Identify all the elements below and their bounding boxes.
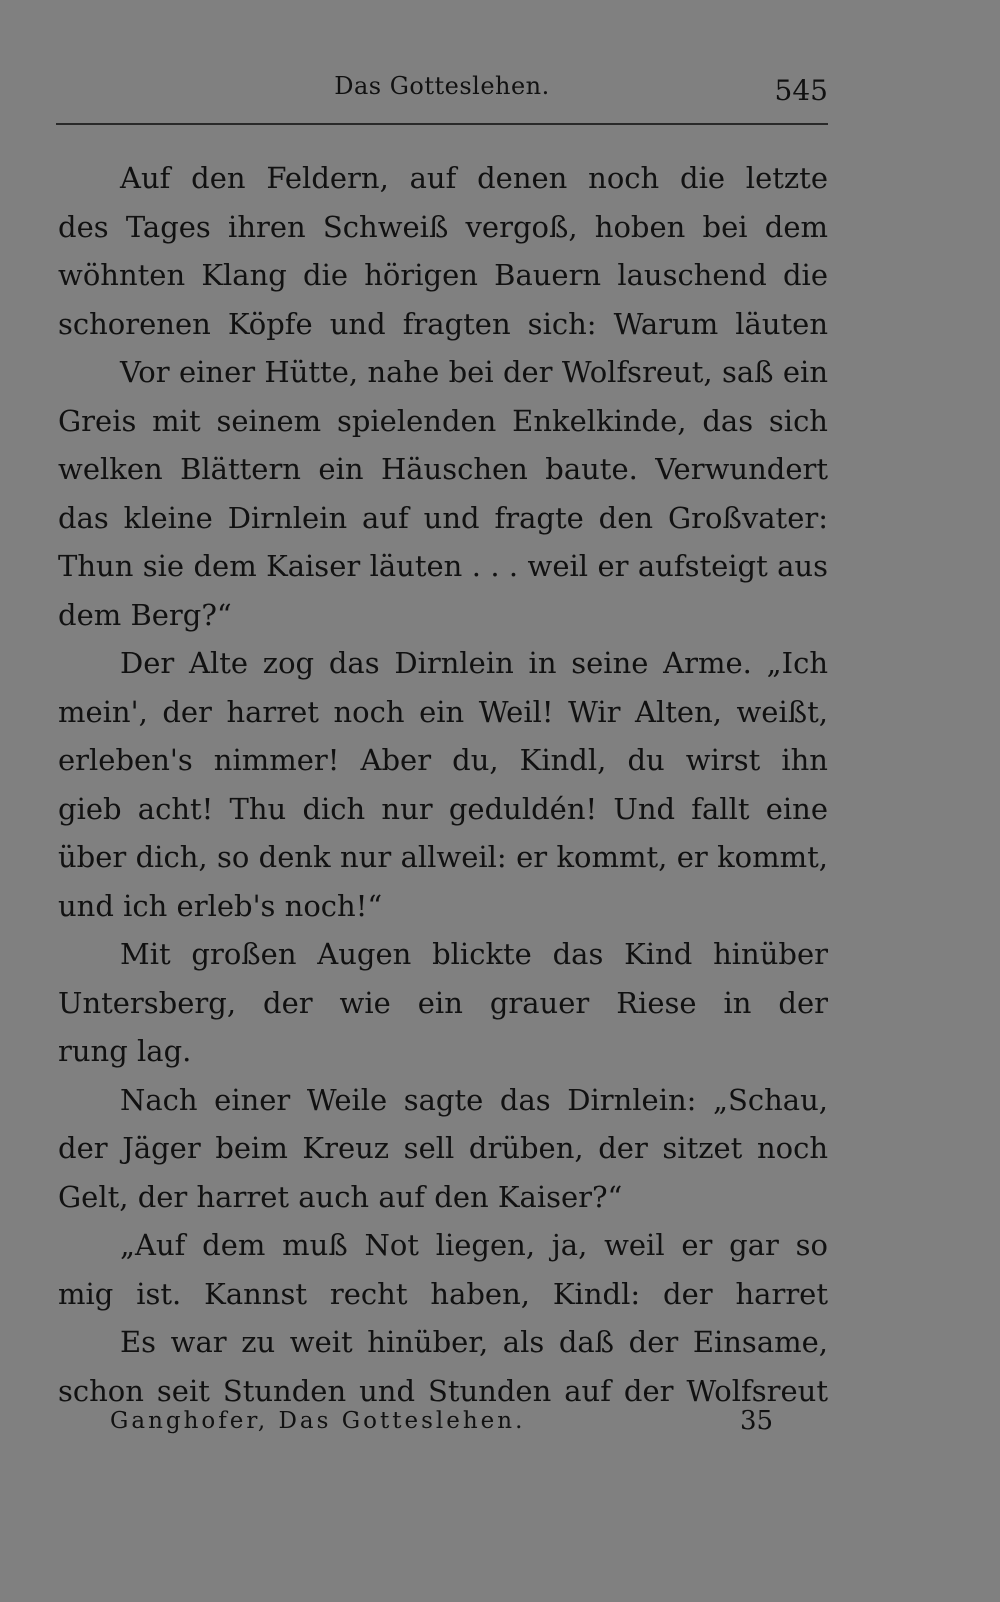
text-line: rung lag. [58, 1034, 192, 1068]
text-line: des Tages ihren Schweiß vergoß, hoben bei dem [58, 209, 828, 244]
text-line: welken Blättern ein Häuschen baute. Verwundert [58, 452, 828, 486]
text-line: schorenen Köpfe und fragten sich: Warum läuten [58, 306, 828, 341]
text-line: Auf den Feldern, auf denen noch die letzte [120, 161, 828, 195]
text-line: gieb acht! Thu dich nur geduldén! Und fallt eine [58, 791, 828, 826]
text-line: über dich, so denk nur allweil: er kommt, er kommt, [58, 840, 828, 874]
text-line: mig ist. Kannst recht haben, Kindl: der harret [58, 1276, 828, 1311]
text-line: Es war zu weit hinüber, als daß der Einsame, [120, 1325, 828, 1359]
text-line: Thun sie dem Kaiser läuten . . . weil er aufsteigt aus [58, 549, 828, 583]
text-line: der Jäger beim Kreuz sell drüben, der sitzet noch [58, 1131, 828, 1165]
text-line: Greis mit seinem spielenden Enkelkinde, das sich [58, 403, 828, 438]
text-line: wöhnten Klang die hörigen Bauern lauschend die [58, 258, 828, 292]
text-line: Vor einer Hütte, nahe bei der Wolfsreut, saß ein [120, 355, 828, 389]
text-line: Gelt, der harret auch auf den Kaiser?“ [58, 1179, 623, 1214]
sheet-number: 35 [740, 1406, 774, 1436]
text-line: Mit großen Augen blickte das Kind hinüber [120, 937, 828, 971]
text-line: Untersberg, der wie ein grauer Riese in der [58, 985, 828, 1020]
page-header [56, 72, 828, 112]
signature-mark: Ganghofer, Das Gotteslehen. [110, 1408, 526, 1434]
page-footer [110, 1408, 780, 1448]
running-title: Das Gotteslehen. [334, 72, 550, 100]
header-rule [56, 123, 828, 125]
text-line: „Auf dem muß Not liegen, ja, weil er gar so [120, 1228, 828, 1262]
text-line: Der Alte zog das Dirnlein in seine Arme. „Ich [120, 646, 828, 680]
text-line: erleben's nimmer! Aber du, Kindl, du wirst ihn [58, 743, 828, 777]
text-line: mein', der harret noch ein Weil! Wir Alten, weißt, [58, 694, 828, 729]
text-line: schon seit Stunden und Stunden auf der Wolfsreut [58, 1373, 828, 1408]
page-number: 545 [774, 74, 828, 107]
text-line: Nach einer Weile sagte das Dirnlein: „Schau, [120, 1082, 828, 1117]
text-line: und ich erleb's noch!“ [58, 888, 383, 923]
text-line: dem Berg?“ [58, 597, 232, 632]
text-line: das kleine Dirnlein auf und fragte den Großvater: [58, 500, 828, 535]
body-text [58, 154, 828, 1415]
